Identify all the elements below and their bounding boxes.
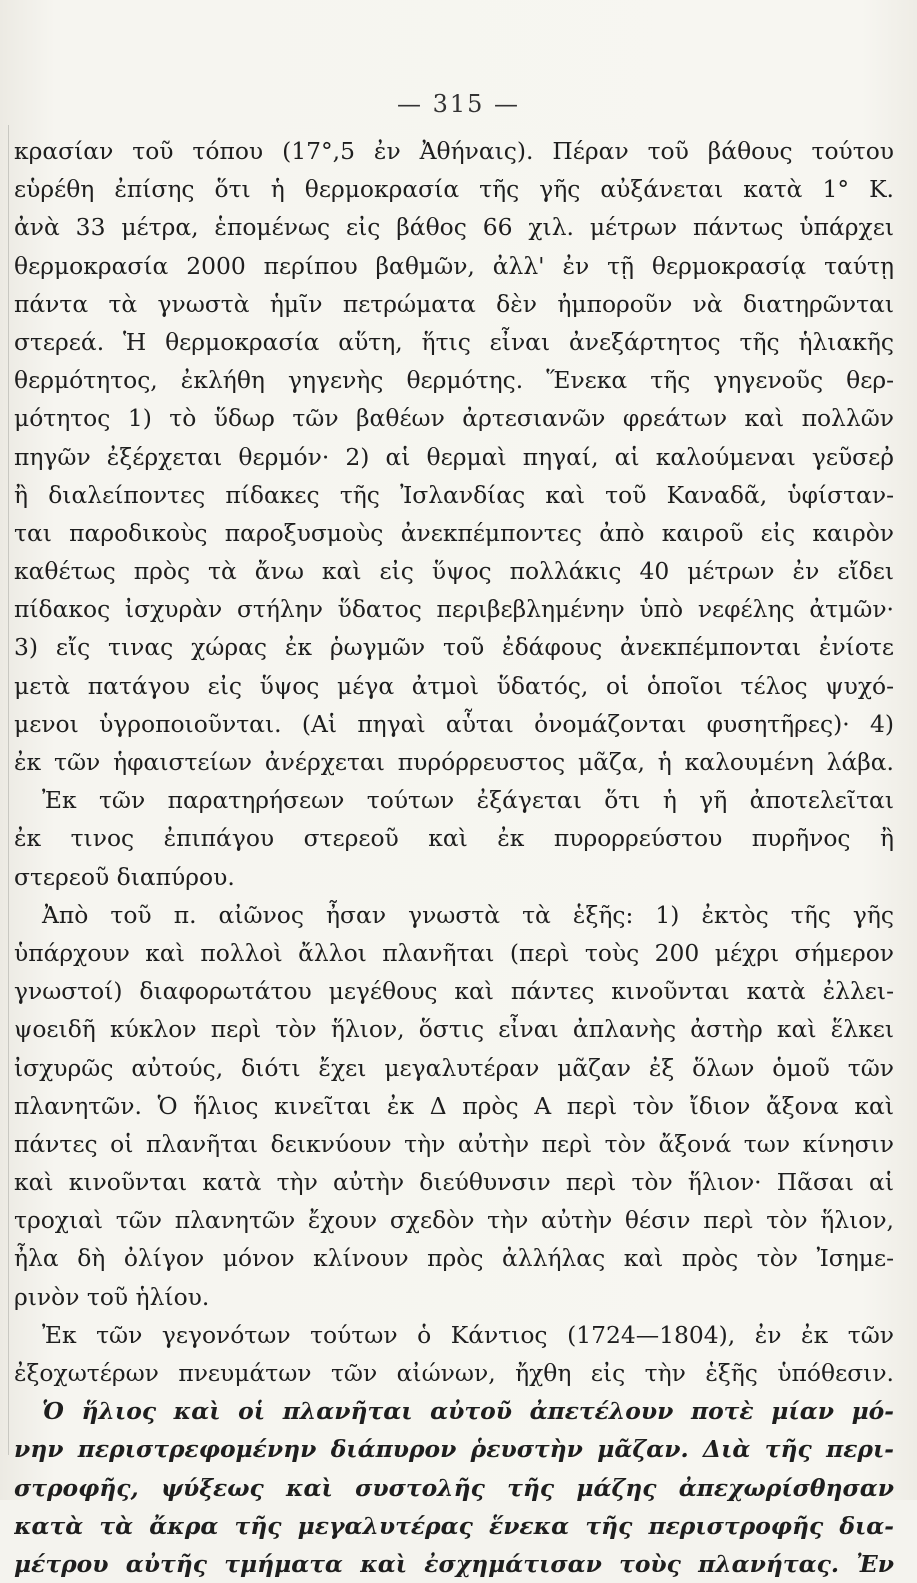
text-line: θερμότητος, ἐκλήθη γηγενὴς θερμότης. Ἕνεκα τῆς γηγενοῦς θερ-	[14, 366, 894, 395]
body-text	[14, 132, 894, 1583]
text-line: 3) εἴς τινας χώρας ἐκ ῥωγμῶν τοῦ ἐδάφους ἀνεκπέμπονται ἐνίοτε	[14, 633, 894, 662]
text-line: ἰσχυρῶς αὐτούς, διότι ἔχει μεγαλυτέραν μᾶζαν ἐξ ὅλων ὁμοῦ τῶν	[14, 1053, 894, 1082]
text-line: καὶ κινοῦνται κατὰ τὴν αὐτὴν διεύθυνσιν περὶ τὸν ἥλιον· Πᾶσαι αἱ	[14, 1168, 894, 1197]
paragraph-start-line: Ἐκ τῶν παρατηρήσεων τούτων ἐξάγεται ὅτι ἡ γῆ ἀποτελεῖται	[42, 786, 894, 815]
paragraph-start-line: Ἀπὸ τοῦ π. αἰῶνος ἦσαν γνωστὰ τὰ ἑξῆς: 1) ἐκτὸς τῆς γῆς	[42, 900, 894, 929]
text-line: ἢ διαλείποντες πίδακες τῆς Ἰσλανδίας καὶ τοῦ Καναδᾶ, ὑφίσταν-	[14, 480, 894, 509]
text-line: ἐκ τῶν ἡφαιστείων ἀνέρχεται πυρόρρευστος μᾶζα, ἡ καλουμένη λάβα.	[14, 748, 894, 776]
text-line: ἀνὰ 33 μέτρα, ἑπομένως εἰς βάθος 66 χιλ. μέτρων πάντως ὑπάρχει	[14, 213, 894, 242]
emphasis-line: κατὰ τὰ ἄκρα τῆς μεγαλυτέρας ἕνεκα τῆς περιστροφῆς δια-	[14, 1511, 894, 1540]
page-number: — 315 —	[396, 90, 521, 118]
emphasis-line: νην περιστρεφομένην διάπυρον ῥευστὴν μᾶζαν. Διὰ τῆς περι-	[14, 1435, 894, 1464]
text-line: πάντες οἱ πλανῆται δεικνύουν τὴν αὐτὴν περὶ τὸν ἄξονά των κίνησιν	[14, 1129, 894, 1158]
text-line: κρασίαν τοῦ τόπου (17°,5 ἐν Ἀθήναις). Πέραν τοῦ βάθους τούτου	[14, 137, 894, 165]
text-line: πλανητῶν. Ὁ ἥλιος κινεῖται ἐκ Δ πρὸς Α περὶ τὸν ἴδιον ἄξονα καὶ	[14, 1091, 894, 1120]
emphasis-line: μέτρου αὐτῆς τμήματα καὶ ἐσχημάτισαν τοὺς πλανήτας. Ἐν	[14, 1549, 894, 1578]
text-line: ἐξοχωτέρων πνευμάτων τῶν αἰώνων, ἤχθη εἰς τὴν ἑξῆς ὑπόθεσιν.	[14, 1359, 894, 1387]
text-line: καθέτως πρὸς τὰ ἄνω καὶ εἰς ὕψος πολλάκις 40 μέτρων ἐν εἴδει	[14, 557, 894, 586]
text-line: ται παροδικοὺς παροξυσμοὺς ἀνεκπέμποντες ἀπὸ καιροῦ εἰς καιρὸν	[14, 518, 894, 547]
paragraph-end-line: ρινὸν τοῦ ἡλίου.	[14, 1282, 210, 1311]
paragraph-end-line: στερεοῦ διαπύρου.	[14, 862, 235, 891]
emphasis-line: στροφῆς, ψύξεως καὶ συστολῆς τῆς μάζης ἀπεχωρίσθησαν	[14, 1473, 894, 1502]
text-line: μετὰ πατάγου εἰς ὕψος μέγα ἀτμοὶ ὕδατός, οἱ ὁποῖοι τέλος ψυχό-	[14, 671, 894, 700]
text-line: εὑρέθη ἐπίσης ὅτι ἡ θερμοκρασία τῆς γῆς αὐξάνεται κατὰ 1° Κ.	[14, 175, 894, 204]
text-line: στερεά. Ἡ θερμοκρασία αὕτη, ἥτις εἶναι ἀνεξάρτητος τῆς ἡλιακῆς	[14, 327, 894, 356]
emphasis-line: Ὁ ἥλιος καὶ οἱ πλανῆται αὐτοῦ ἀπετέλουν ποτὲ μίαν μό-	[42, 1397, 894, 1426]
paragraph-start-line: Ἐκ τῶν γεγονότων τούτων ὁ Κάντιος (1724—1804), ἐν ἐκ τῶν	[42, 1320, 894, 1349]
text-line: ὑπάρχουν καὶ πολλοὶ ἄλλοι πλανῆται (περὶ τοὺς 200 μέχρι σήμερον	[14, 938, 894, 967]
text-line: γνωστοί) διαφορωτάτου μεγέθους καὶ πάντες κινοῦνται κατὰ ἐλλει-	[14, 977, 894, 1006]
text-line: πάντα τὰ γνωστὰ ἡμῖν πετρώματα δὲν ἠμποροῦν νὰ διατηρῶνται	[14, 289, 894, 318]
page-edge-shadow	[8, 125, 9, 1455]
text-line: ψοειδῆ κύκλον περὶ τὸν ἥλιον, ὅστις εἶναι ἀπλανὴς ἀστὴρ καὶ ἕλκει	[14, 1015, 894, 1044]
text-line: μενοι ὑγροποιοῦνται. (Αἱ πηγαὶ αὗται ὀνομάζονται φυσητῆρες)· 4)	[14, 709, 894, 738]
text-line: τροχιαὶ τῶν πλανητῶν ἔχουν σχεδὸν τὴν αὐτὴν θέσιν περὶ τὸν ἥλιον,	[14, 1206, 894, 1235]
text-line: μότητος 1) τὸ ὕδωρ τῶν βαθέων ἀρτεσιανῶν φρεάτων καὶ πολλῶν	[14, 404, 894, 433]
text-line: πηγῶν ἐξέρχεται θερμόν· 2) αἱ θερμαὶ πηγαί, αἱ καλούμεναι γεῦσεῤ	[14, 442, 894, 471]
text-line: ἦλα δὴ ὀλίγον μόνον κλίνουν πρὸς ἀλλήλας καὶ πρὸς τὸν Ἰσημε-	[14, 1244, 894, 1273]
text-line: πίδακος ἰσχυρὰν στήλην ὕδατος περιβεβλημένην ὑπὸ νεφέλης ἀτμῶν·	[14, 595, 894, 624]
text-line: θερμοκρασία 2000 περίπου βαθμῶν, ἀλλ' ἐν τῇ θερμοκρασίᾳ ταύτῃ	[14, 251, 894, 280]
text-line: ἐκ τινος ἐπιπάγου στερεοῦ καὶ ἐκ πυρορρεύστου πυρῆνος ἢ	[14, 824, 894, 853]
